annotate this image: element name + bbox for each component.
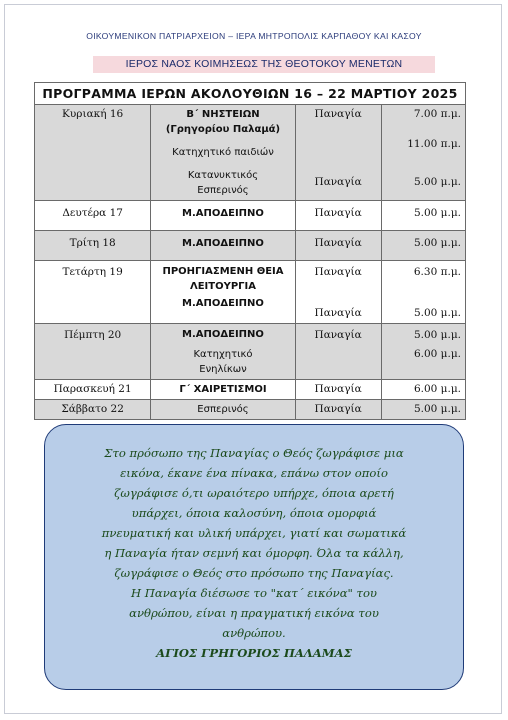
service-line: Κατανυκτικός — [187, 170, 259, 181]
time-line: 11.00 π.μ. — [407, 138, 461, 150]
time-cell — [381, 324, 465, 380]
schedule-row-tuesday — [35, 231, 466, 261]
service-line: Μ.ΑΠΟΔΕΙΠΝΟ — [182, 329, 264, 340]
quote-line: Στο πρόσωπο της Παναγίας ο Θεός ζωγράφισε μια — [104, 446, 404, 460]
service-line: (Γρηγορίου Παλαμά) — [165, 124, 281, 135]
temple-name-banner: ΙΕΡΟΣ ΝΑΟΣ ΚΟΙΜΗΣΕΩΣ ΤΗΣ ΘΕΟΤΟΚΟΥ ΜΕΝΕΤΩΝ — [93, 56, 435, 73]
service-line: ΠΡΟΗΓΙΑΣΜΕΝΗ ΘΕΙΑ — [162, 266, 284, 277]
quote-line: ανθρώπου, είναι η πραγματική εικόνα του — [129, 606, 379, 620]
day-cell: Τρίτη 18 — [35, 231, 151, 261]
day-cell: Πέμπτη 20 — [35, 324, 151, 380]
time-cell: 5.00 μ.μ. — [381, 231, 465, 261]
place-cell: Παναγία — [295, 400, 381, 420]
service-cell: Εσπερινός — [151, 400, 295, 420]
quote-line: Η Παναγία διέσωσε το "κατ΄ εικόνα" του — [131, 586, 377, 600]
service-line: Εσπερινός — [197, 185, 249, 196]
place-cell: Παναγία — [295, 201, 381, 231]
schedule-title: ΠΡΟΓΡΑΜΜΑ ΙΕΡΩΝ ΑΚΟΛΟΥΘΙΩΝ 16 – 22 ΜΑΡΤΙΟΥ 2025 — [35, 83, 466, 105]
time-cell — [381, 261, 465, 324]
quote-line: η Παναγία ήταν σεμνή και όμορφη. Όλα τα κάλλη, — [104, 546, 404, 560]
time-line: 6.30 π.μ. — [413, 266, 461, 278]
place-line: Παναγία — [314, 266, 362, 278]
service-line: ΛΕΙΤΟΥΡΓΙΑ — [189, 281, 256, 292]
time-cell: 5.00 μ.μ. — [381, 201, 465, 231]
day-cell: Δευτέρα 17 — [35, 201, 151, 231]
time-line: 5.00 μ.μ. — [413, 329, 461, 341]
quote-line: ανθρώπου. — [222, 626, 286, 640]
schedule-table — [34, 82, 466, 420]
time-cell: 6.00 μ.μ. — [381, 380, 465, 400]
place-cell — [295, 261, 381, 324]
place-line: Παναγία — [314, 108, 362, 120]
quote-line: ζωγράφισε ό,τι ωραιότερο υπήρχε, όποια αρετή — [114, 486, 394, 500]
service-line: Κατηχητικό — [193, 349, 253, 360]
day-cell: Τετάρτη 19 — [35, 261, 151, 324]
service-line: Ενηλίκων — [199, 364, 247, 375]
time-cell: 5.00 μ.μ. — [381, 400, 465, 420]
schedule-row-sunday — [35, 105, 466, 201]
place-cell: Παναγία — [295, 324, 381, 380]
service-line: Β΄ ΝΗΣΤΕΙΩΝ — [186, 109, 260, 120]
quote-box — [44, 424, 464, 690]
schedule-row-saturday — [35, 400, 466, 420]
service-cell: Μ.ΑΠΟΔΕΙΠΝΟ — [151, 231, 295, 261]
time-cell — [381, 105, 465, 201]
patriarchate-header: ΟΙΚΟΥΜΕΝΙΚΟΝ ΠΑΤΡΙΑΡΧΕΙΟΝ – ΙΕΡΑ ΜΗΤΡΟΠΟΛΙΣ ΚΑΡΠΑΘΟΥ ΚΑΙ ΚΑΣΟΥ — [86, 31, 422, 41]
day-cell: Κυριακή 16 — [35, 105, 151, 201]
place-cell: Παναγία — [295, 231, 381, 261]
quote-author: ΑΓΙΟΣ ΓΡΗΓΟΡΙΟΣ ΠΑΛΑΜΑΣ — [156, 646, 352, 660]
quote-line: πνευματική και υλική υπάρχει, γιατί και σωματικά — [101, 526, 407, 540]
day-cell: Παρασκευή 21 — [35, 380, 151, 400]
time-line: 6.00 μ.μ. — [413, 348, 461, 360]
schedule-row-friday — [35, 380, 466, 400]
time-line: 5.00 μ.μ. — [413, 176, 461, 188]
quote-line: εικόνα, έκανε ένα πίνακα, επάνω στον οποίο — [120, 466, 388, 480]
schedule-row-wednesday — [35, 261, 466, 324]
service-cell: Γ΄ ΧΑΙΡΕΤΙΣΜΟΙ — [151, 380, 295, 400]
service-cell — [151, 324, 295, 380]
schedule-row-thursday — [35, 324, 466, 380]
schedule-row-monday — [35, 201, 466, 231]
place-cell: Παναγία — [295, 380, 381, 400]
place-line: Παναγία — [314, 307, 362, 319]
quote-line: ζωγράφισε ο Θεός στο πρόσωπο της Παναγίας. — [114, 566, 394, 580]
service-cell — [151, 261, 295, 324]
service-cell — [151, 105, 295, 201]
service-line: Κατηχητικό παιδιών — [172, 147, 274, 158]
service-line: Μ.ΑΠΟΔΕΙΠΝΟ — [182, 298, 264, 309]
day-cell: Σάββατο 22 — [35, 400, 151, 420]
quote-line: υπάρχει, όποια καλοσύνη, όποια ομορφιά — [131, 506, 377, 520]
time-line: 7.00 π.μ. — [413, 108, 461, 120]
place-line: Παναγία — [314, 176, 362, 188]
schedule-title-row — [35, 83, 466, 105]
service-cell: Μ.ΑΠΟΔΕΙΠΝΟ — [151, 201, 295, 231]
time-line: 5.00 μ.μ. — [413, 307, 461, 319]
place-cell — [295, 105, 381, 201]
